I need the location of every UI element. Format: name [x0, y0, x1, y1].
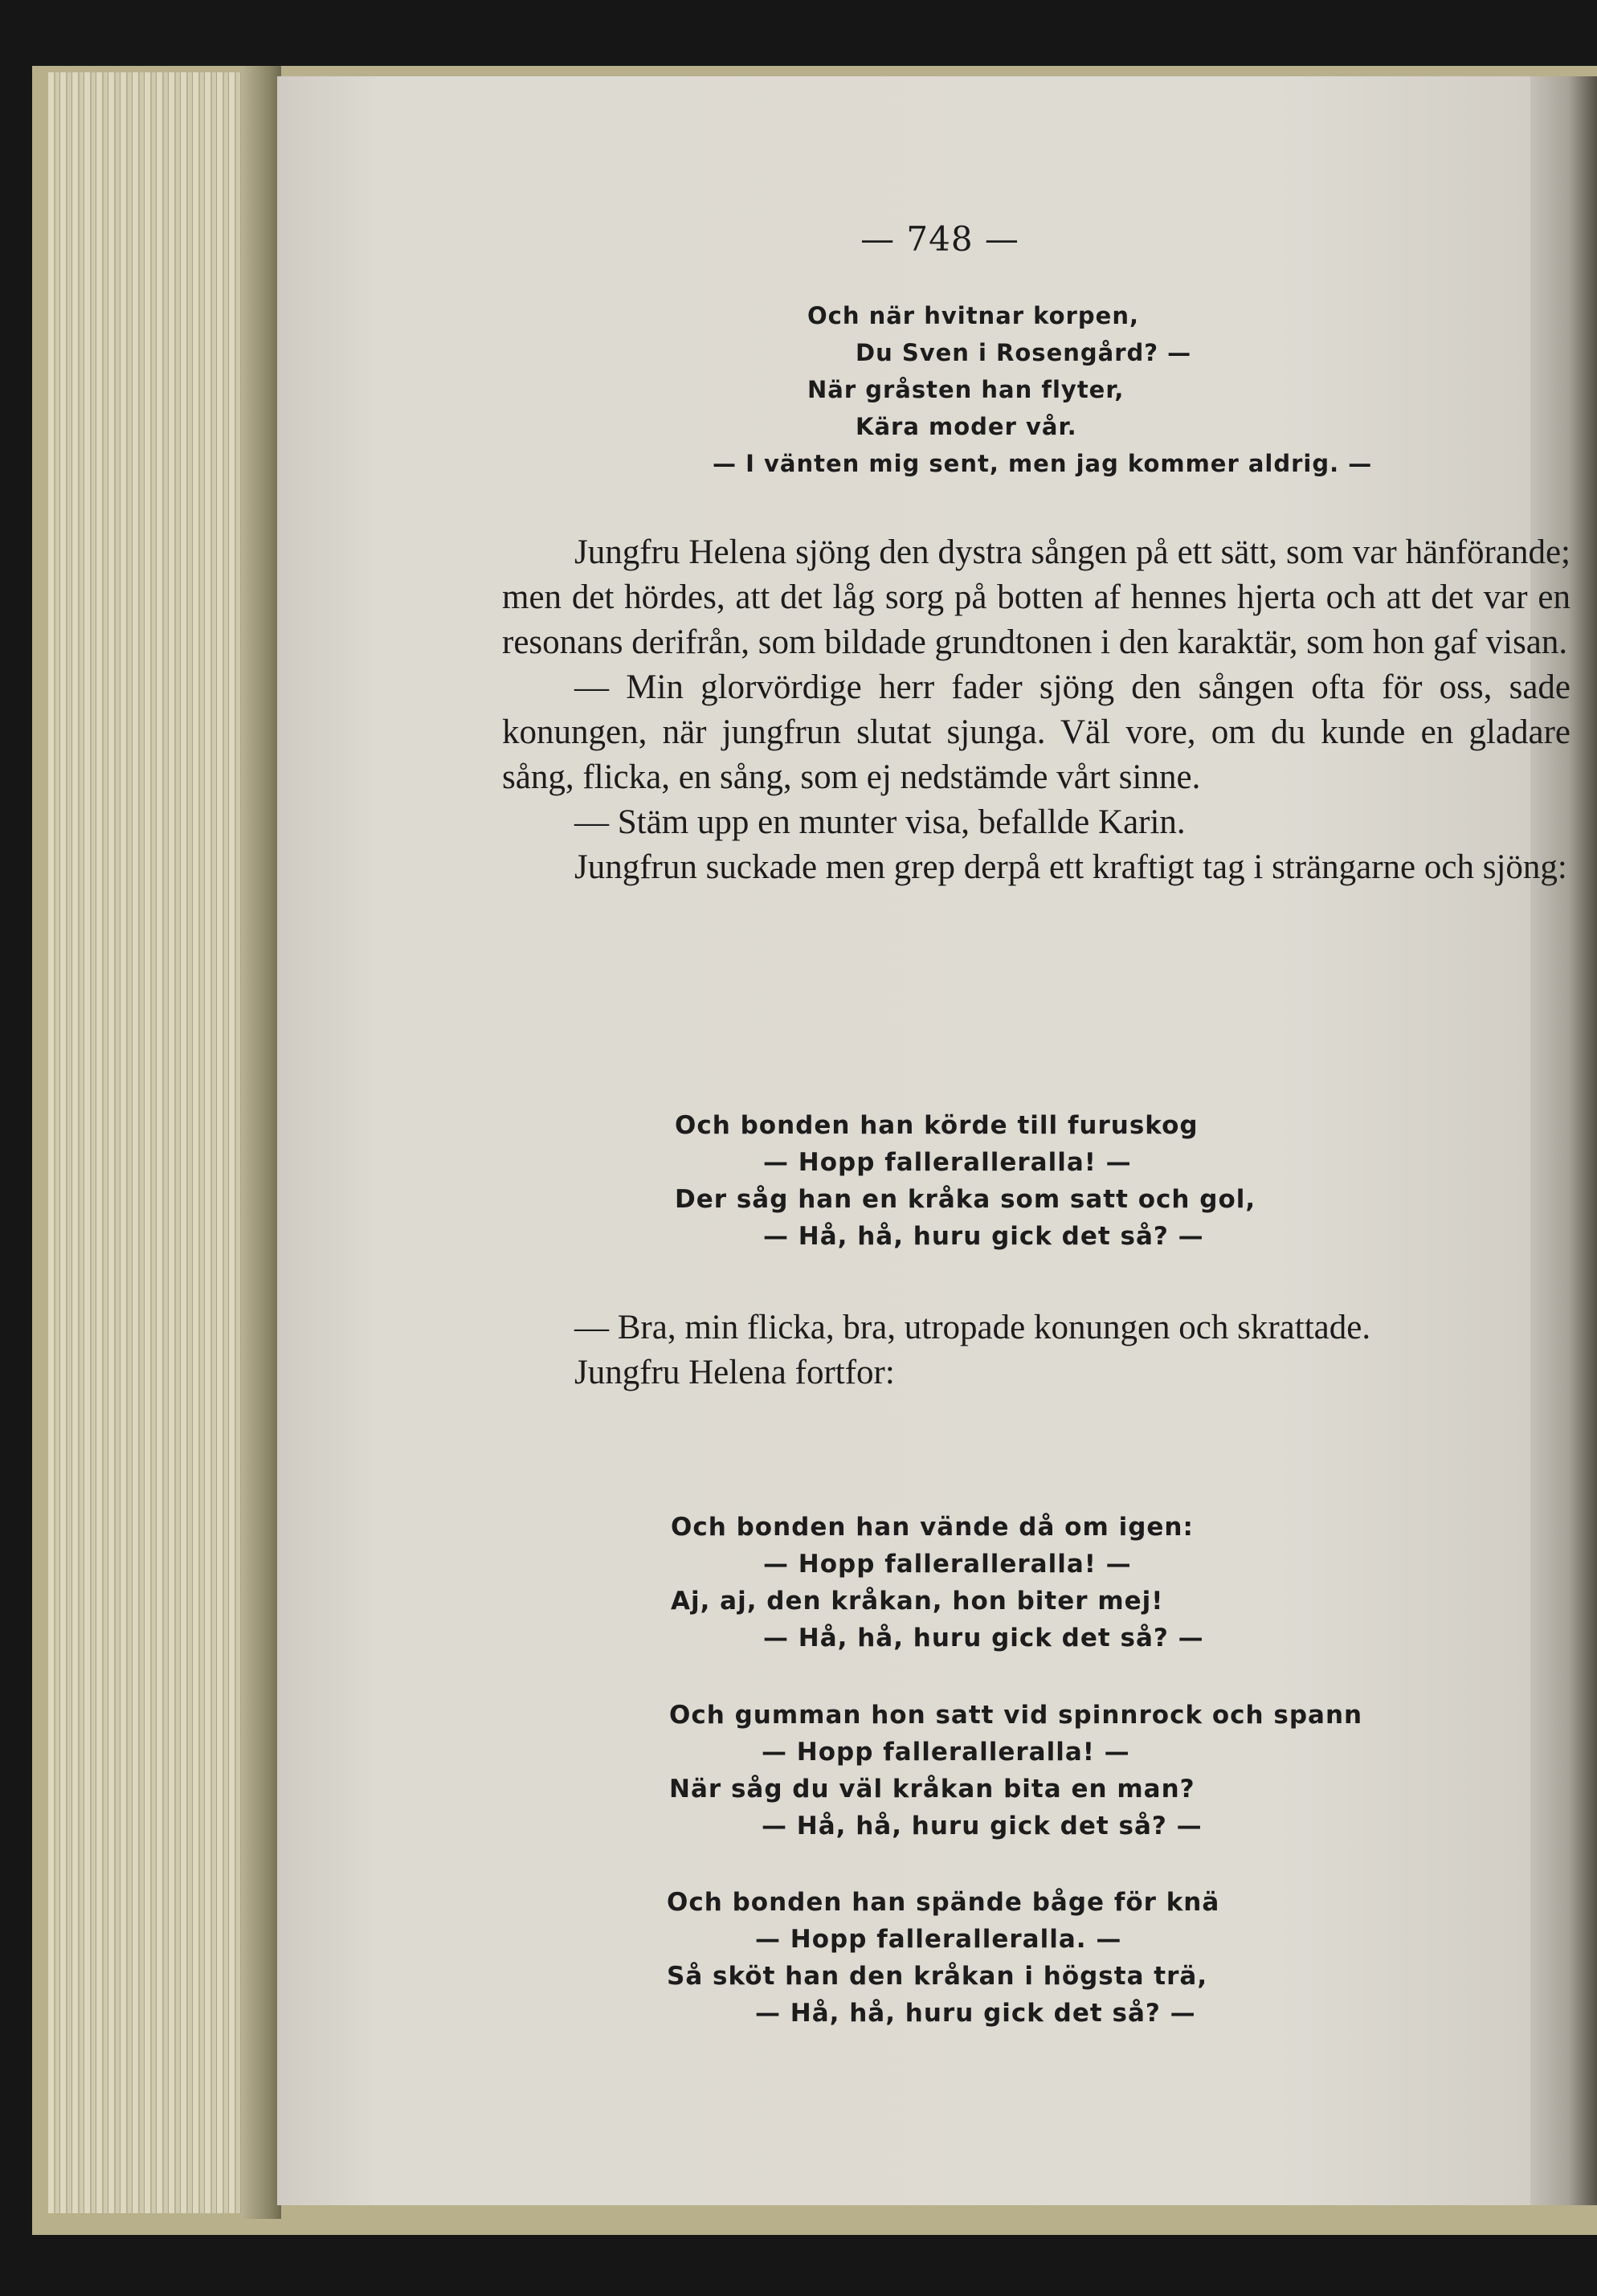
verse-line: — I vänten mig sent, men jag kommer aldrig. — — [713, 450, 1373, 477]
verse-3 — [671, 1509, 1204, 1657]
prose-block-1 — [502, 530, 1570, 890]
verse-line: När gråsten han flyter, — [807, 376, 1125, 403]
verse-line: Der såg han en kråka som satt och gol, — [675, 1185, 1256, 1214]
verse-line: — Hå, hå, huru gick det så? — — [763, 1624, 1204, 1653]
verse-1 — [713, 297, 1373, 482]
verse-line: — Hopp falleralleralla! — — [763, 1550, 1132, 1579]
verse-5 — [667, 1884, 1219, 2032]
verse-line: Och bonden han vände då om igen: — [671, 1513, 1194, 1542]
book-page — [277, 76, 1570, 2205]
verse-4 — [669, 1697, 1362, 1845]
verse-line: Och gumman hon satt vid spinnrock och spann — [669, 1701, 1363, 1730]
paragraph: — Stäm upp en munter visa, befallde Karin. — [574, 803, 1186, 841]
verse-line: — Hopp falleralleralla! — — [762, 1738, 1130, 1767]
page-right-edge — [1526, 76, 1597, 2205]
paragraph: Jungfru Helena fortfor: — [574, 1354, 895, 1391]
paragraph: — Bra, min flicka, bra, utropade konungen och skrattade. — [574, 1309, 1371, 1346]
book-gutter — [241, 66, 281, 2219]
verse-line: — Hopp falleralleralla! — — [763, 1148, 1132, 1177]
verse-line: — Hå, hå, huru gick det så? — — [755, 1999, 1196, 2028]
verse-line: Och bonden han spände båge för knä — [667, 1888, 1220, 1917]
verse-2 — [675, 1107, 1256, 1255]
paragraph: — Min glorvördige herr fader sjöng den sången ofta för oss, sade konungen, när jungfrun slutat sjunga. Väl vore, om du kunde en gladare sång, flicka, en sång, som ej nedstämde vårt sinne. — [502, 668, 1570, 796]
verse-line: Du Sven i Rosengård? — — [856, 339, 1192, 366]
verse-line: Så sköt han den kråkan i högsta trä, — [667, 1962, 1208, 1991]
verse-line: Aj, aj, den kråkan, hon biter mej! — [671, 1587, 1164, 1616]
paragraph: Jungfrun suckade men grep derpå ett kraftigt tag i strängarne och sjöng: — [574, 848, 1567, 886]
verse-line: Kära moder vår. — [856, 413, 1077, 440]
verse-line: Och bonden han körde till furuskog — [675, 1111, 1199, 1140]
verse-line: Och när hvitnar korpen, — [807, 302, 1139, 329]
verse-line: — Hopp falleralleralla. — — [755, 1925, 1122, 1954]
verse-line: — Hå, hå, huru gick det så? — — [762, 1812, 1203, 1840]
paragraph: Jungfru Helena sjöng den dystra sången på ett sätt, som var hänförande; men det hördes, att det låg sorg på botten af hennes hjerta och att det var en resonans derifrån, som bildade grundtonen i den karaktär, som hon gaf visan. — [502, 533, 1570, 661]
verse-line: — Hå, hå, huru gick det så? — — [763, 1222, 1204, 1251]
prose-block-2 — [502, 1305, 1570, 1395]
page-number: — 748 — — [860, 219, 1019, 259]
verse-line: När såg du väl kråkan bita en man? — [669, 1775, 1195, 1804]
